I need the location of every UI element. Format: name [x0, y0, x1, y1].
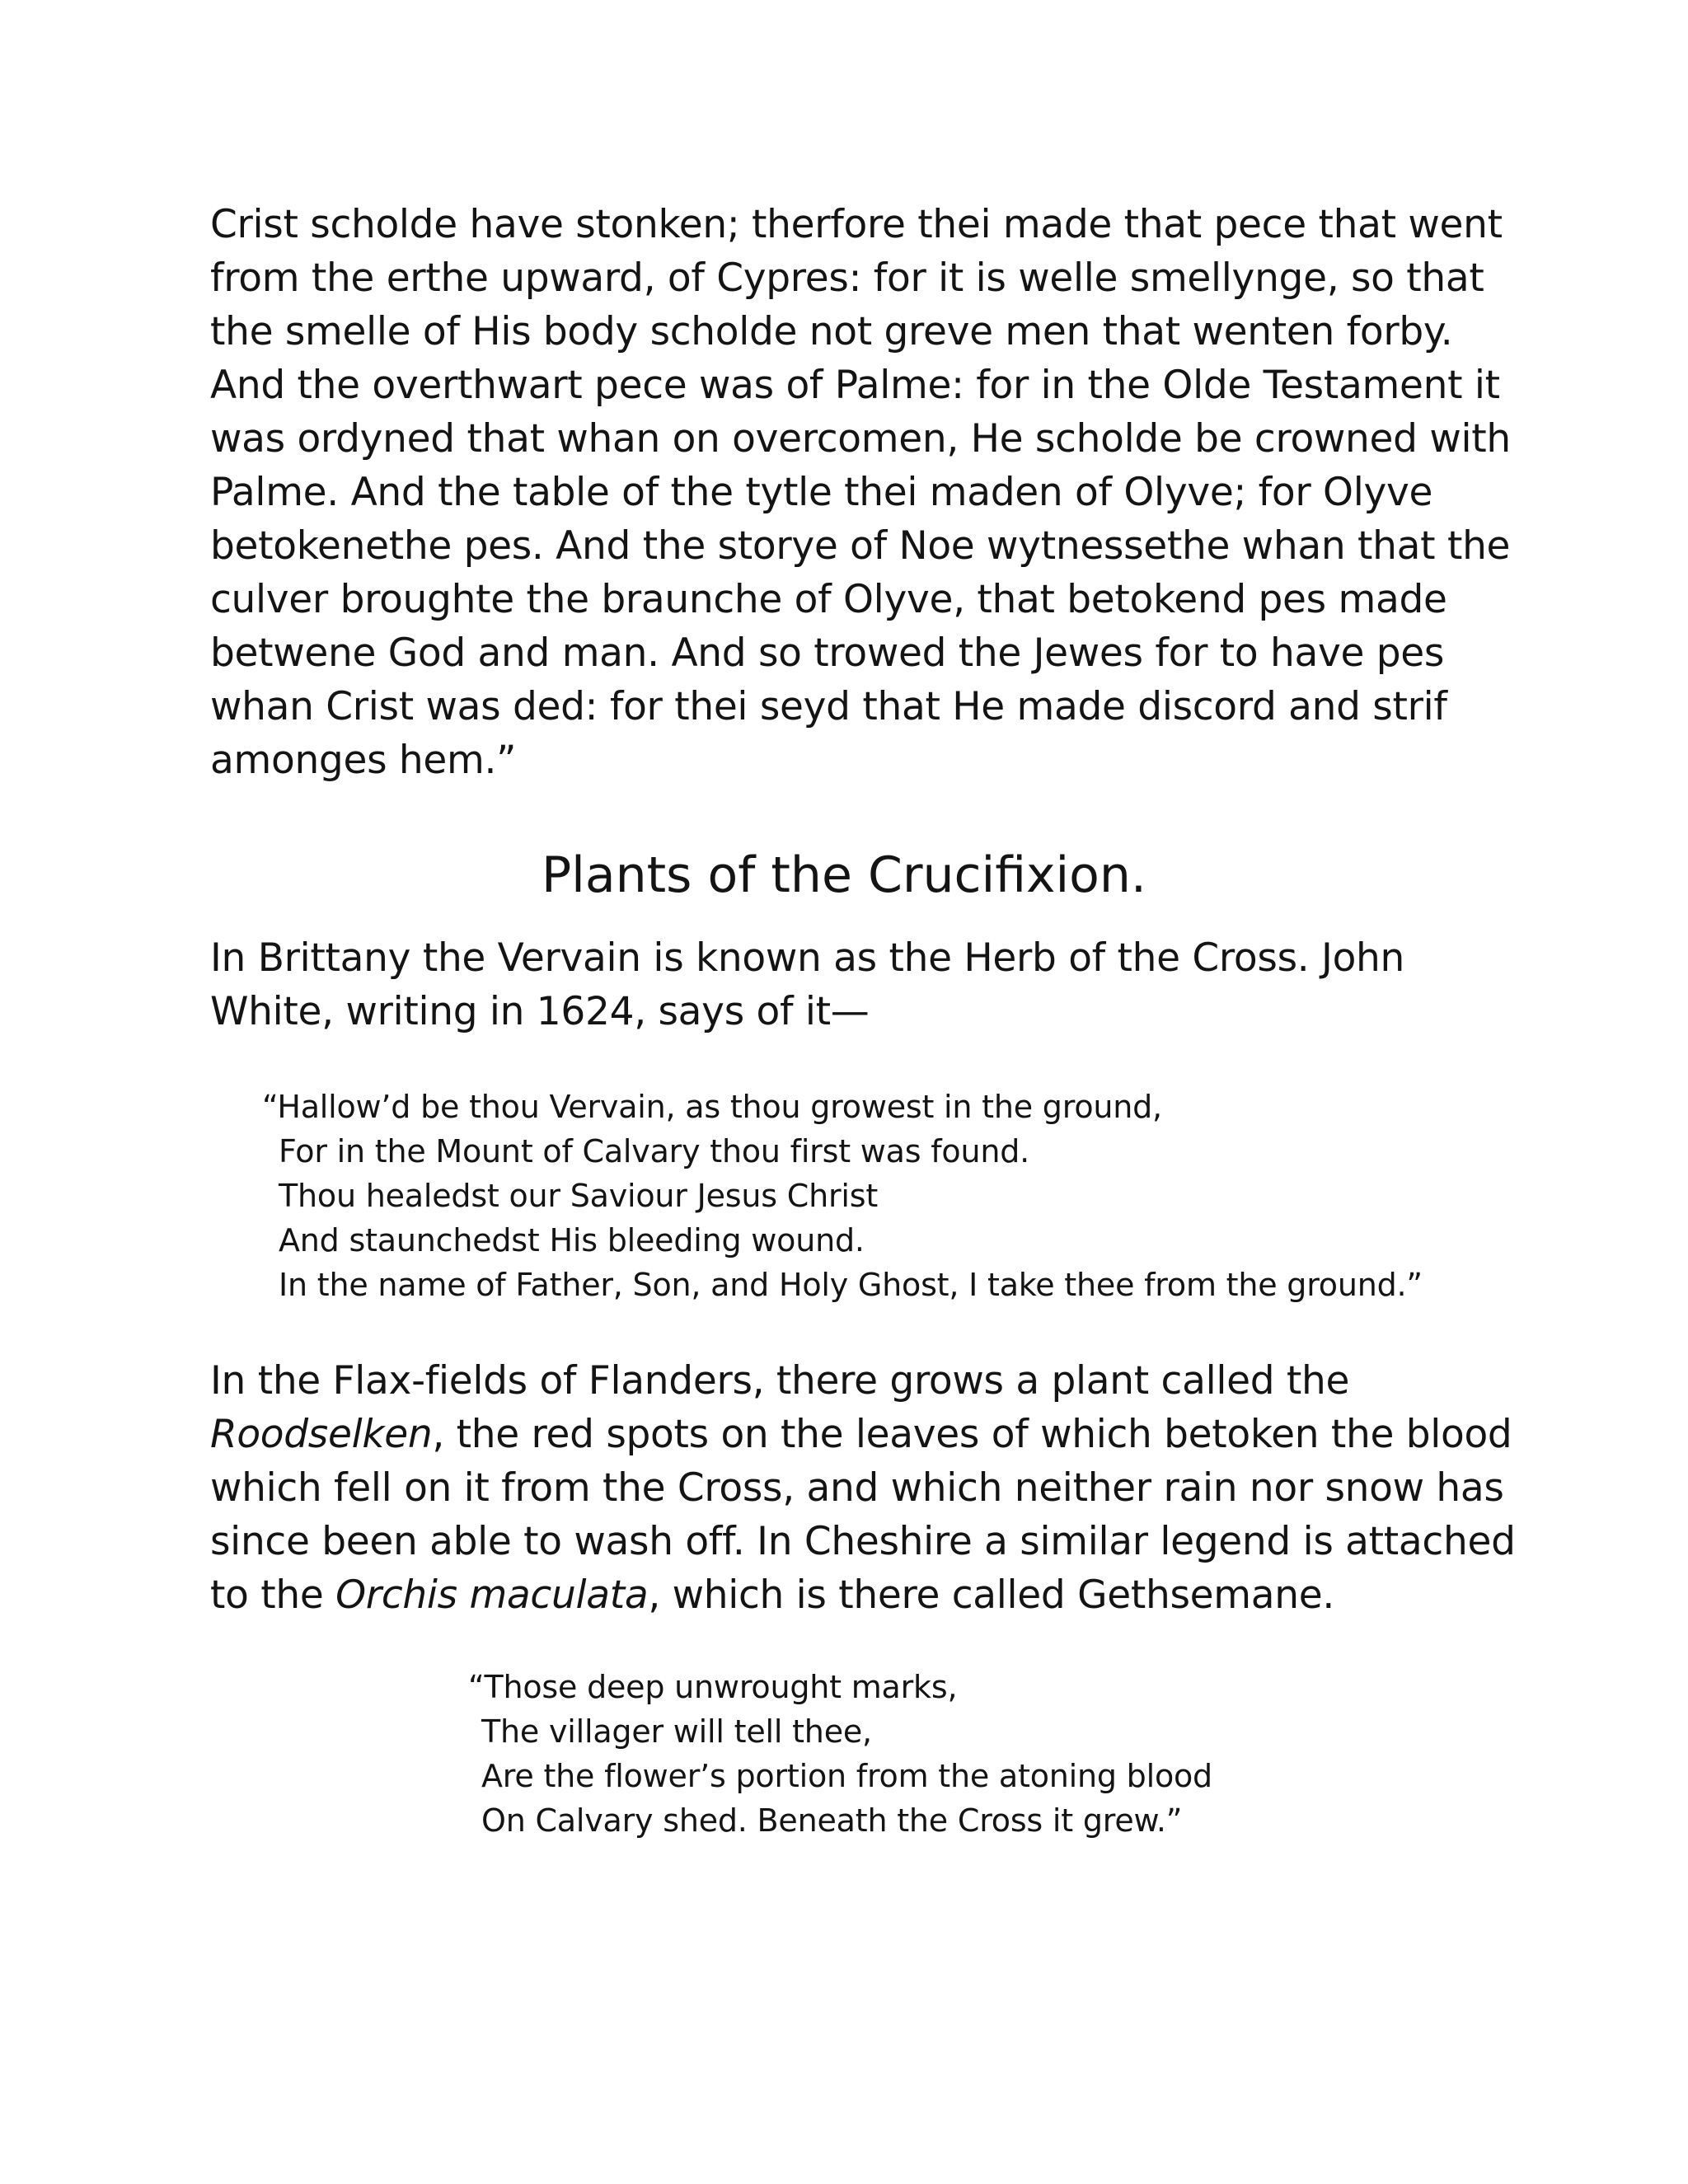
- text-line: culver broughte the braunche of Olyve, that betokend pes made: [210, 577, 1447, 622]
- verse-line: The villager will tell thee,: [481, 1713, 872, 1750]
- text-line: betwene God and man. And so trowed the Jewes for to have pes: [210, 630, 1445, 676]
- italic-term-roodselken: Roodselken: [210, 1412, 433, 1457]
- verse-line: On Calvary shed. Beneath the Cross it grew.”: [481, 1802, 1183, 1839]
- verse-vervain: [262, 1085, 1423, 1307]
- text-line: amonges hem.”: [210, 738, 517, 783]
- verse-line: Are the flower’s portion from the atoning blood: [481, 1758, 1212, 1794]
- text-line: Crist scholde have stonken; therfore thei made that pece that went: [210, 202, 1503, 247]
- text-line: [210, 1568, 1479, 1622]
- text-line: And the overthwart pece was of Palme: for in the Olde Testament it: [210, 363, 1500, 408]
- text-line: the smelle of His body scholde not greve men that wenten forby.: [210, 309, 1453, 354]
- verse-line: And staunchedst His bleeding wound.: [279, 1222, 865, 1258]
- verse-orchis: [468, 1665, 1212, 1843]
- italic-term-orchis: Orchis maculata: [335, 1572, 649, 1618]
- verse-line: For in the Mount of Calvary thou first was found.: [279, 1133, 1030, 1169]
- text-line: In the Flax-fields of Flanders, there grows a plant called the: [210, 1358, 1350, 1404]
- text-line: In Brittany the Vervain is known as the Herb of the Cross. John: [210, 935, 1405, 981]
- text-fragment: , which is there called Gethsemane.: [648, 1572, 1334, 1618]
- text-line: Palme. And the table of the tytle thei maden of Olyve; for Olyve: [210, 470, 1433, 515]
- text-line: White, writing in 1624, says of it—: [210, 989, 870, 1034]
- text-line: from the erthe upward, of Cypres: for it is welle smellynge, so that: [210, 255, 1484, 301]
- verse-line: “Those deep unwrought marks,: [468, 1669, 958, 1705]
- text-line: was ordyned that whan on overcomen, He scholde be crowned with: [210, 416, 1511, 462]
- paragraph-vervain: [210, 931, 1479, 1038]
- text-line: since been able to wash off. In Cheshire a similar legend is attached: [210, 1519, 1516, 1564]
- text-line: whan Crist was ded: for thei seyd that He made discord and strif: [210, 684, 1447, 729]
- text-line: betokenethe pes. And the storye of Noe wytnessethe whan that the: [210, 523, 1511, 569]
- text-line: which fell on it from the Cross, and which neither rain nor snow has: [210, 1465, 1504, 1511]
- text-fragment: to the: [210, 1572, 336, 1618]
- paragraph-continuation: [210, 198, 1511, 787]
- verse-line: Thou healedst our Saviour Jesus Christ: [279, 1178, 879, 1214]
- section-heading: Plants of the Crucifixion.: [542, 846, 1146, 904]
- verse-line: “Hallow’d be thou Vervain, as thou growest in the ground,: [262, 1089, 1162, 1125]
- text-line: [210, 1408, 1512, 1461]
- text-fragment: , the red spots on the leaves of which betoken the blood: [432, 1412, 1512, 1457]
- verse-line: In the name of Father, Son, and Holy Ghost, I take thee from the ground.”: [279, 1267, 1423, 1303]
- paragraph-roodselken: [210, 1354, 1516, 1622]
